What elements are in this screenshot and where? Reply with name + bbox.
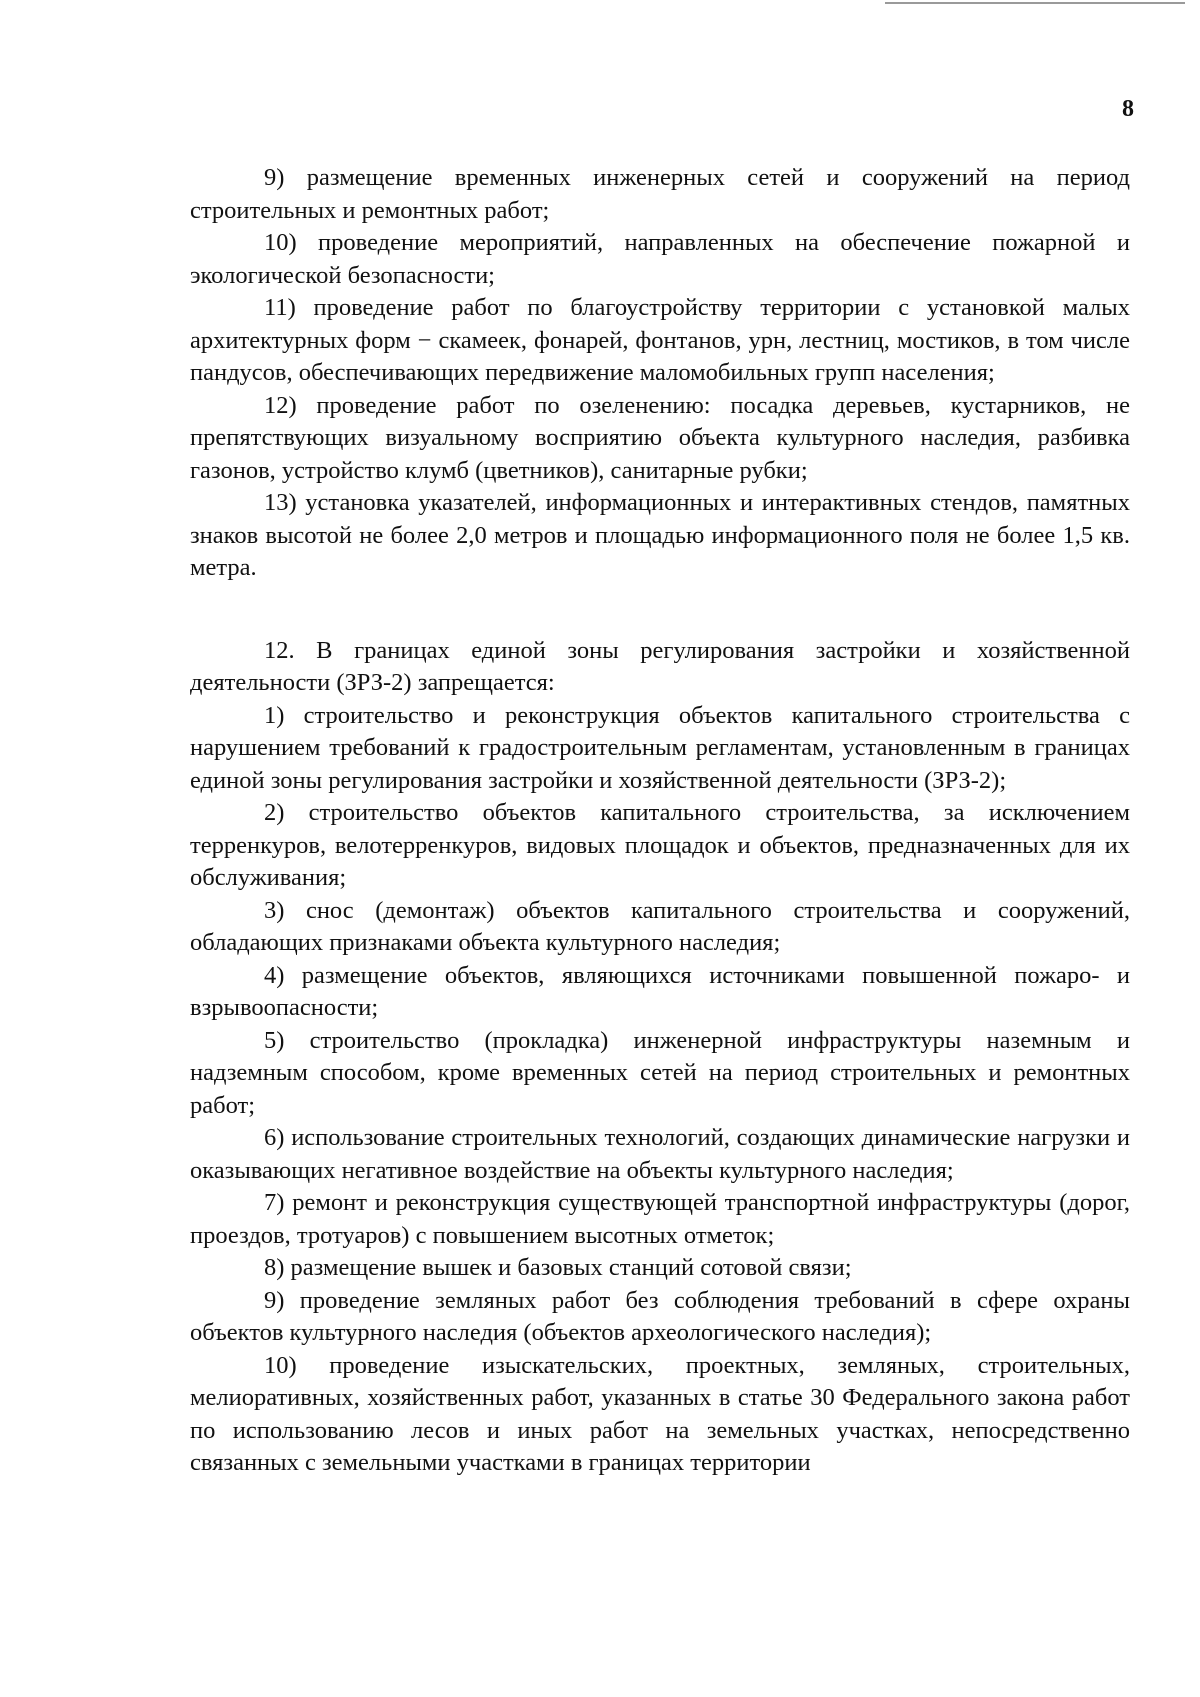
document-body: [190, 162, 1130, 1480]
list-item-b9: 9) проведение земляных работ без соблюдения требований в сфере охраны объектов культурного наследия (объектов археологического наследия);: [190, 1286, 1130, 1346]
list-item-b7: 7) ремонт и реконструкция существующей транспортной инфраструктуры (дорог, проездов, тротуаров) с повышением высотных отметок;: [190, 1189, 1130, 1249]
list-item-b8: 8) размещение вышек и базовых станций сотовой связи;: [264, 1254, 852, 1281]
list-item-b6: 6) использование строительных технологий, создающих динамические нагрузки и оказывающих негативное воздействие на объекты культурного наследия;: [190, 1124, 1130, 1184]
list-item-a9: 9) размещение временных инженерных сетей и сооружений на период строительных и ремонтных работ;: [190, 164, 1130, 224]
section-heading-12: 12. В границах единой зоны регулирования застройки и хозяйственной деятельности (ЗРЗ-2) запрещается:: [190, 636, 1130, 696]
list-item-b3: 3) снос (демонтаж) объектов капитального строительства и сооружений, обладающих признаками объекта культурного наследия;: [190, 896, 1130, 956]
list-item-b2: 2) строительство объектов капитального строительства, за исключением терренкуров, велотерренкуров, видовых площадок и объектов, предназначенных для их обслуживания;: [190, 799, 1130, 891]
list-item-a11: 11) проведение работ по благоустройству территории с установкой малых архитектурных форм − скамеек, фонарей, фонтанов, урн, лестниц, мостиков, в том числе пандусов, обеспечивающих передвижение маломобильных групп населения;: [190, 294, 1130, 386]
list-item-b1: 1) строительство и реконструкция объектов капитального строительства с нарушением требований к градостроительным регламентам, установленным в границах единой зоны регулирования застройки и хозяйственной деятельности (ЗРЗ-2);: [190, 701, 1130, 794]
list-item-b4: 4) размещение объектов, являющихся источниками повышенной пожаро- и взрывоопасности;: [190, 961, 1130, 1021]
section-gap: [190, 585, 1130, 635]
list-item-a13: 13) установка указателей, информационных и интерактивных стендов, памятных знаков высотой не более 2,0 метров и площадью информационного поля не более 1,5 кв. метра.: [190, 489, 1130, 581]
list-item-b5: 5) строительство (прокладка) инженерной инфраструктуры наземным и надземным способом, кроме временных сетей на период строительных и ремонтных работ;: [190, 1026, 1130, 1119]
list-item-a10: 10) проведение мероприятий, направленных на обеспечение пожарной и экологической безопасности;: [190, 229, 1130, 289]
page-number: 8: [1122, 96, 1134, 122]
top-scan-rule: [885, 2, 1185, 4]
list-item-b10: 10) проведение изыскательских, проектных, земляных, строительных, мелиоративных, хозяйственных работ, указанных в статье 30 Федерального закона работ по использованию лесов и иных работ на земельных участках, непосредственно связанных с земельными участками в границах территории: [190, 1351, 1130, 1476]
list-item-a12: 12) проведение работ по озеленению: посадка деревьев, кустарников, не препятствующих визуальному восприятию объекта культурного наследия, разбивка газонов, устройство клумб (цветников), санитарные рубки;: [190, 391, 1130, 484]
